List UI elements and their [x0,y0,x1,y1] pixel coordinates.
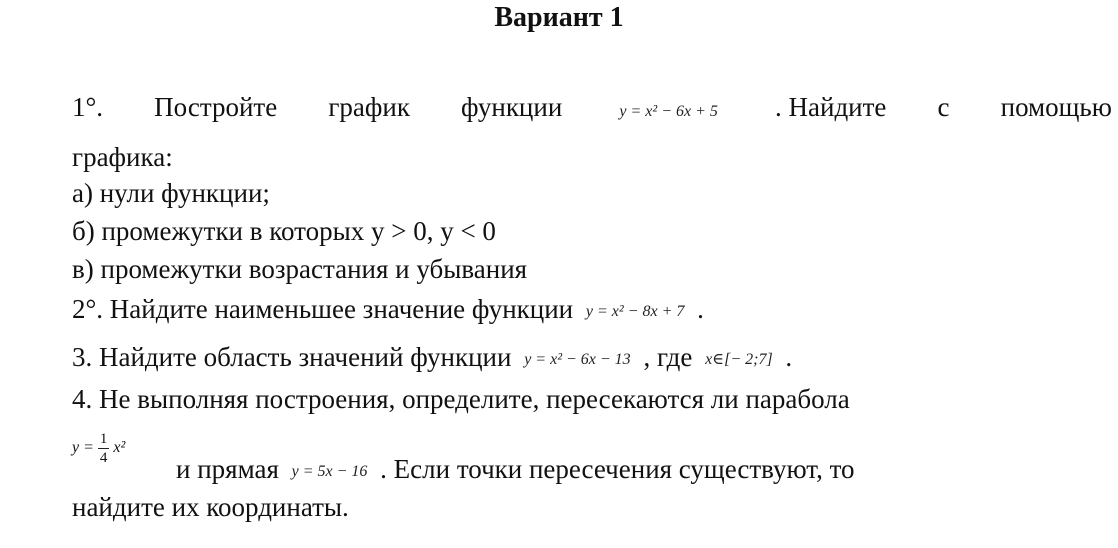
task-3-formula: y = x² − 6x − 13 [524,350,631,368]
task-1-item-b: б) промежутки в которых у > 0, у < 0 [72,216,496,246]
task-1-item-a: а) нули функции; [72,178,270,208]
task-1-formula: y = x² − 6x + 5 [619,103,718,120]
task-2-end: . [697,294,704,324]
fraction [98,430,110,467]
task-4-line-formula: y = 5x − 16 [291,462,368,480]
task-4-line-1: 4. Не выполняя построения, определите, пересекаются ли парабола [72,384,850,414]
task-1-word: с [937,92,950,122]
task-3-where: , где [643,342,693,372]
task-1-word: график [328,92,410,122]
task-1-text: . Найдите [775,92,887,122]
page-title: Вариант 1 [494,2,624,33]
task-4-parabola-formula [72,430,125,467]
task-1-word: Постройте [154,92,278,122]
task-1-word: функции [461,92,563,122]
task-4-rest: . Если точки пересечения существуют, то [380,454,855,484]
task-1-word: помощью [1000,92,1112,122]
task-3 [72,340,792,377]
task-4-line-3: найдите их координаты. [72,492,349,522]
task-2-formula: y = x² − 8x + 7 [585,302,685,320]
parabola-suffix: x² [113,439,126,457]
task-4-line-2 [176,452,855,489]
task-4-and-line: и прямая [176,454,279,484]
task-1-line-1 [72,90,1112,129]
task-2 [72,292,704,329]
task-1-number: 1°. [72,92,104,122]
task-2-text: 2°. Найдите наименьшее значение функции [72,294,574,324]
fraction-numerator: 1 [99,431,108,447]
task-1-continuation: графика: [72,142,173,172]
task-3-text: 3. Найдите область значений функции [72,342,512,372]
parabola-prefix: y = [72,439,94,457]
task-3-range: x∈[− 2;7] [705,350,773,368]
fraction-denominator: 4 [99,450,108,466]
task-1-item-c: в) промежутки возрастания и убывания [72,254,528,284]
task-3-end: . [785,342,793,372]
